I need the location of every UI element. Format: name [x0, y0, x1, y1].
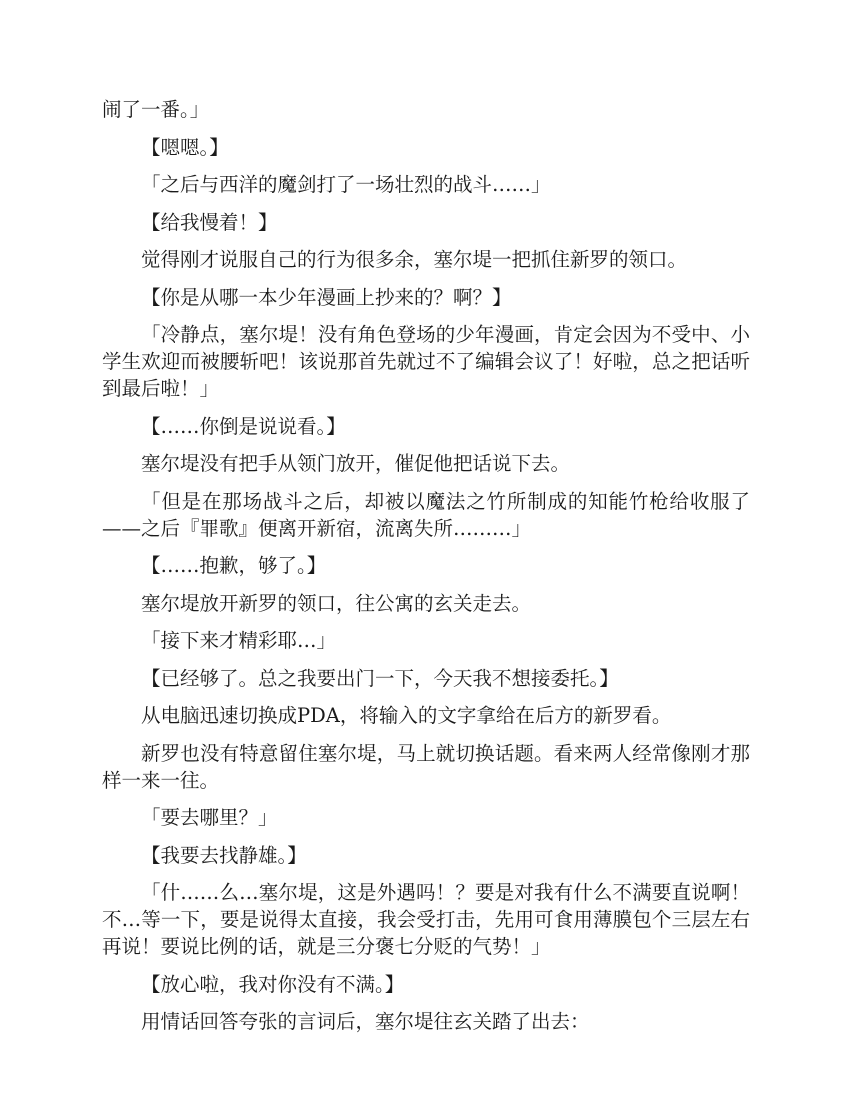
document-page: [102, 96, 750, 1046]
paragraph-20: 【放心啦，我对你没有不满。】: [141, 972, 405, 996]
paragraph-3: 「之后与西洋的魔剑打了一场壮烈的战斗……」: [141, 173, 551, 196]
paragraph-17: 「要去哪里？」: [141, 806, 278, 829]
paragraph-11: 【……抱歉，够了。】: [141, 554, 327, 577]
paragraph-4: 【给我慢着！】: [141, 210, 278, 234]
paragraph-5: 觉得刚才说服自己的行为很多余，塞尔堤一把抓住新罗的领口。: [141, 248, 688, 271]
paragraph-18: 【我要去找静雄。】: [141, 843, 307, 867]
paragraph-10: 「但是在那场战斗之后，却被以魔法之竹所制成的知能竹枪给收服了——之后『罪歌』便离开新宿，流离失所………」: [102, 489, 750, 540]
paragraph-16: 新罗也没有特意留住塞尔堤，马上就切换话题。看来两人经常像刚才那样一来一往。: [102, 741, 750, 792]
paragraph-19: 「什……么…塞尔堤，这是外遇吗！？要是对我有什么不满要直说啊！不…等一下，要是说得太直接，我会受打击，先用可食用薄膜包个三层左右再说！要说比例的话，就是三分褒七分贬的气势！」: [102, 881, 750, 958]
paragraph-21: 用情话回答夸张的言词后，塞尔堤往玄关踏了出去：: [141, 1010, 590, 1033]
paragraph-9: 塞尔堤没有把手从领门放开，催促他把话说下去。: [141, 452, 571, 475]
paragraph-1: 闹了一番。」: [102, 98, 210, 121]
paragraph-2: 【嗯嗯。】: [141, 135, 229, 159]
paragraph-6: 【你是从哪一本少年漫画上抄来的？啊？】: [141, 285, 512, 309]
paragraph-8: 【……你倒是说说看。】: [141, 414, 346, 438]
paragraph-13: 「接下来才精彩耶…」: [141, 629, 337, 652]
paragraph-14: 【已经够了。总之我要出门一下，今天我不想接委托。】: [141, 666, 619, 690]
paragraph-15: 从电脑迅速切换成PDA，将输入的文字拿给在后方的新罗看。: [141, 704, 672, 727]
paragraph-7: 「冷静点，塞尔堤！没有角色登场的少年漫画，肯定会因为不受中、小学生欢迎而被腰斩吧！该说那首先就过不了编辑会议了！好啦，总之把话听到最后啦！」: [102, 323, 750, 400]
paragraph-12: 塞尔堤放开新罗的领口，往公寓的玄关走去。: [141, 591, 532, 615]
